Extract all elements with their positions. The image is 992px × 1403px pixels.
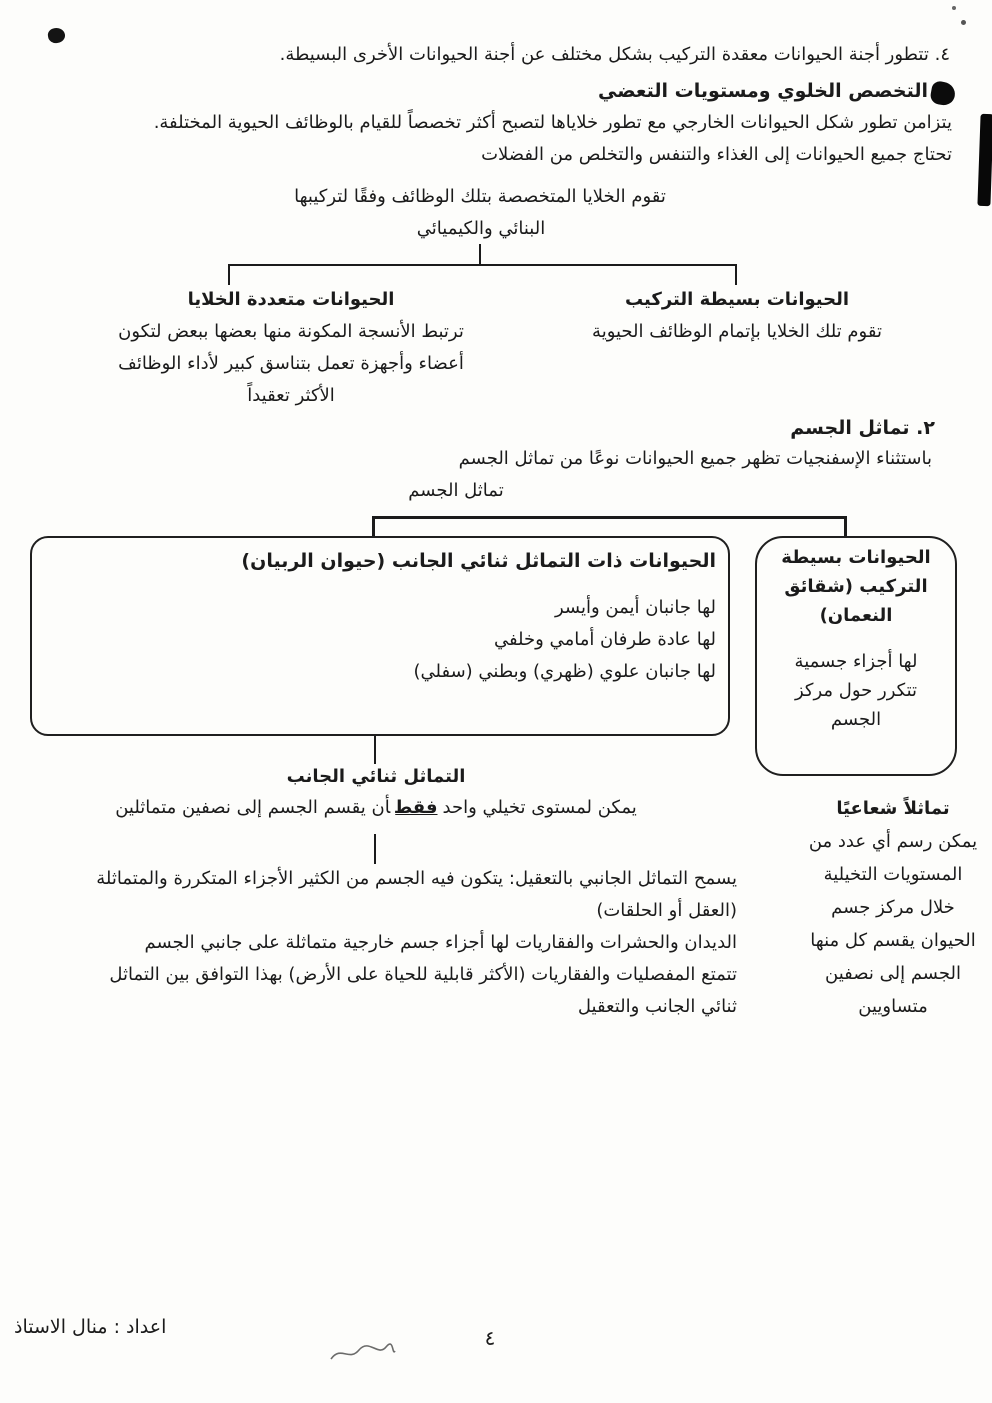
intro-line-1: يتزامن تطور شكل الحيوانات الخارجي مع تطور خلاياها لتصبح أكثر تخصصاً للقيام بالوظائف الحيوية المختلفة. — [153, 112, 952, 133]
cells-tree-root-line-2: البنائي والكيميائي — [416, 218, 546, 239]
bilateral-desc-after: أن يقسم الجسم إلى نصفين متماثلين — [115, 797, 391, 818]
scan-dot-top-right-2 — [961, 20, 966, 25]
symmetry-intro-line: باستثناء الإسفنجيات تظهر جميع الحيوانات نوعًا من تماثل الجسم — [458, 448, 932, 469]
bilateral-box-title: الحيوانات ذات التماثل ثنائي الجانب (حيوان الربيان) — [241, 550, 716, 572]
radial-desc-line-5: الجسم إلى نصفين — [825, 963, 961, 984]
scan-dot-top-right-1 — [952, 6, 956, 10]
cells-tree-root-line-1: تقوم الخلايا المتخصصة بتلك الوظائف وفقًا لتركيبها — [294, 186, 666, 207]
footer-credit: اعداد : منال الاستاذ — [14, 1316, 167, 1338]
radial-box-body-line-3: الجسم — [830, 709, 882, 730]
symmetry-bracket-left-stub — [372, 516, 375, 537]
tree-connector-stem — [479, 244, 481, 264]
bilateral-box-line-3: لها جانبان علوي (ظهري) وبطني (سفلي) — [413, 661, 716, 682]
radial-desc-line-2: المستويات التخيلية — [823, 864, 963, 885]
segmentation-line-2: (العقل أو الحلقات) — [596, 900, 737, 921]
branch-multicellular-line-1: ترتبط الأنسجة المكونة منها بعضها ببعض لتكون — [118, 321, 464, 342]
page-number: ٤ — [484, 1326, 496, 1350]
segmentation-line-3: الديدان والحشرات والفقاريات لها أجزاء جسم خارجية متماثلة على جانبي الجسم — [144, 932, 737, 953]
bilateral-connector-1 — [374, 736, 376, 764]
radial-box-title-line-1: الحيوانات بسيطة — [781, 547, 931, 568]
radial-box-body-line-1: لها أجزاء جسمية — [794, 651, 918, 672]
scan-streak-right-edge — [977, 114, 992, 206]
bilateral-box-line-2: لها عادة طرفان أمامي وخلفي — [493, 629, 716, 650]
segmentation-line-5: ثنائي الجانب والتعقيل — [577, 996, 737, 1017]
radial-box-title-line-2: التركيب (شقائق — [784, 576, 928, 597]
branch-multicellular-title: الحيوانات متعددة الخلايا — [187, 289, 395, 310]
tree-connector-right-stub — [735, 264, 737, 285]
bilateral-symmetry-description — [115, 797, 637, 820]
branch-simple-animals-title: الحيوانات بسيطة التركيب — [624, 289, 850, 310]
radial-box-title-line-3: النعمان) — [819, 605, 893, 626]
branch-simple-animals-body: تقوم تلك الخلايا بإتمام الوظائف الحيوية — [592, 321, 882, 342]
intro-item-4: ٤. تتطور أجنة الحيوانات معقدة التركيب بشكل مختلف عن أجنة الحيوانات الأخرى البسيطة. — [279, 44, 950, 65]
radial-box-body-line-2: تتكرر حول مركز — [794, 680, 918, 701]
segmentation-line-1: يسمح التماثل الجانبي بالتعقيل: يتكون فيه الجسم من الكثير الأجزاء المتكررة والمتماثلة — [96, 868, 737, 889]
pen-squiggle-mark — [328, 1342, 398, 1364]
branch-multicellular-line-2: أعضاء وأجهزة تعمل بتناسق كبير لأداء الوظائف — [118, 353, 464, 374]
radial-desc-line-1: يمكن رسم أي عدد من — [808, 831, 978, 852]
radial-desc-line-4: الحيوان يقسم كل منها — [810, 930, 976, 951]
bilateral-symmetry-label: التماثل ثنائي الجانب — [286, 766, 466, 787]
bilateral-connector-2 — [374, 834, 376, 864]
radial-desc-line-3: خلال مركز جسم — [831, 897, 955, 918]
section-heading-cell-specialization: التخصص الخلوي ومستويات التعضي — [597, 80, 928, 102]
bilateral-desc-before: يمكن لمستوى تخيلي واحد — [442, 797, 637, 818]
branch-multicellular-line-3: الأكثر تعقيداً — [247, 385, 335, 406]
segmentation-line-4: تتمتع المفصليات والفقاريات (الأكثر قابلية للحياة على الأرض) بهذا التوافق بين التماثل — [109, 964, 737, 985]
bilateral-box-line-1: لها جانبان أيمن وأيسر — [555, 597, 716, 618]
scan-blob-before-heading — [929, 80, 957, 107]
scan-blob-top-left — [47, 27, 66, 44]
tree-connector-left-stub — [228, 264, 230, 285]
tree-connector-horizontal — [228, 264, 737, 266]
radial-symmetry-label: تماثلاً شعاعيًا — [836, 798, 950, 819]
bilateral-desc-underlined-word: فقط — [395, 797, 438, 818]
symmetry-root-label: تماثل الجسم — [408, 480, 504, 501]
symmetry-bracket-horizontal — [372, 516, 847, 519]
radial-desc-line-6: متساويين — [858, 996, 928, 1017]
section-heading-body-symmetry: ٢. تماثل الجسم — [790, 417, 935, 439]
symmetry-bracket-right-stub — [844, 516, 847, 537]
intro-line-2: تحتاج جميع الحيوانات إلى الغذاء والتنفس والتخلص من الفضلات — [481, 144, 952, 165]
